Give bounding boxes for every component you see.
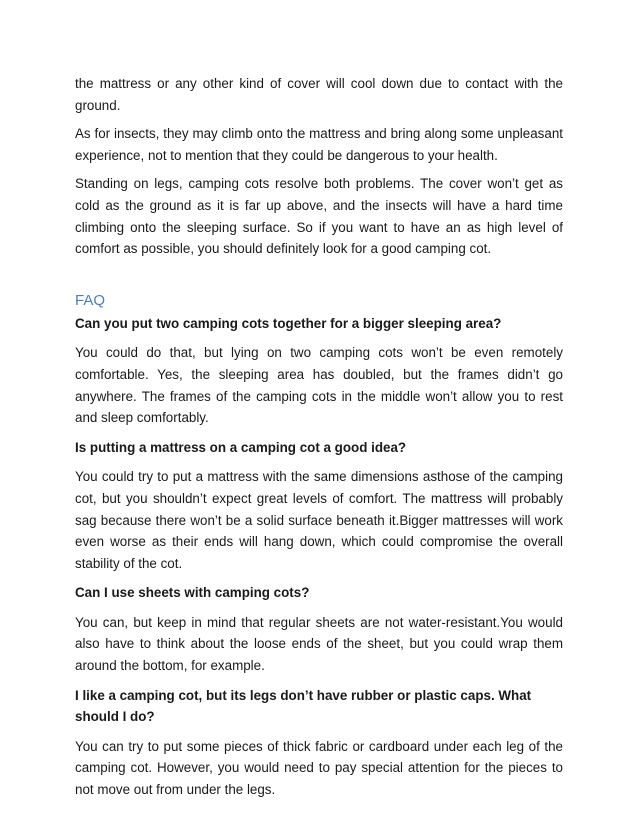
faq-question-4: I like a camping cot, but its legs don’t have rubber or plastic caps. What should I do? [75,687,532,725]
faq-question-2: Is putting a mattress on a camping cot a good idea? [75,439,407,455]
document-page [75,73,563,801]
faq-answer-2: You could try to put a mattress with the same dimensions asthose of the camping cot, but you shouldn’t expect great levels of comfort. The mattress will probably sag because there won’t be a solid surface beneath it.Bigger mattresses will work even worse as their ends will hang down, which could compromise the overall stability of the cot. [75,469,563,571]
intro-paragraph-3: Standing on legs, camping cots resolve both problems. The cover won’t get as cold as the ground as it is far up above, and the insects will have a hard time climbing onto the sleeping surface. So if you want to have an as high level of comfort as possible, you should definitely look for a good camping cot. [75,176,563,257]
faq-question-3: Can I use sheets with camping cots? [75,585,310,601]
intro-paragraph-1: the mattress or any other kind of cover will cool down due to contact with the ground. [75,76,563,113]
faq-answer-4: You can try to put some pieces of thick fabric or cardboard under each leg of the camping cot. However, you would need to pay special attention for the pieces to not move out from under the legs. [75,738,563,798]
faq-answer-3: You can, but keep in mind that regular sheets are not water-resistant.You would also have to think about the loose ends of the sheet, but you could wrap them around the bottom, for example. [75,614,563,674]
faq-question-1: Can you put two camping cots together for a bigger sleeping area? [75,315,502,331]
intro-paragraph-2: As for insects, they may climb onto the mattress and bring along some unpleasant experience, not to mention that they could be dangerous to your health. [75,126,563,163]
faq-heading: FAQ [75,291,106,309]
faq-answer-1: You could do that, but lying on two camping cots won’t be even remotely comfortable. Yes, the sleeping area has doubled, but the frames didn’t go anywhere. The frames of the camping cots in the middle won’t allow you to rest and sleep comfortably. [75,345,563,426]
